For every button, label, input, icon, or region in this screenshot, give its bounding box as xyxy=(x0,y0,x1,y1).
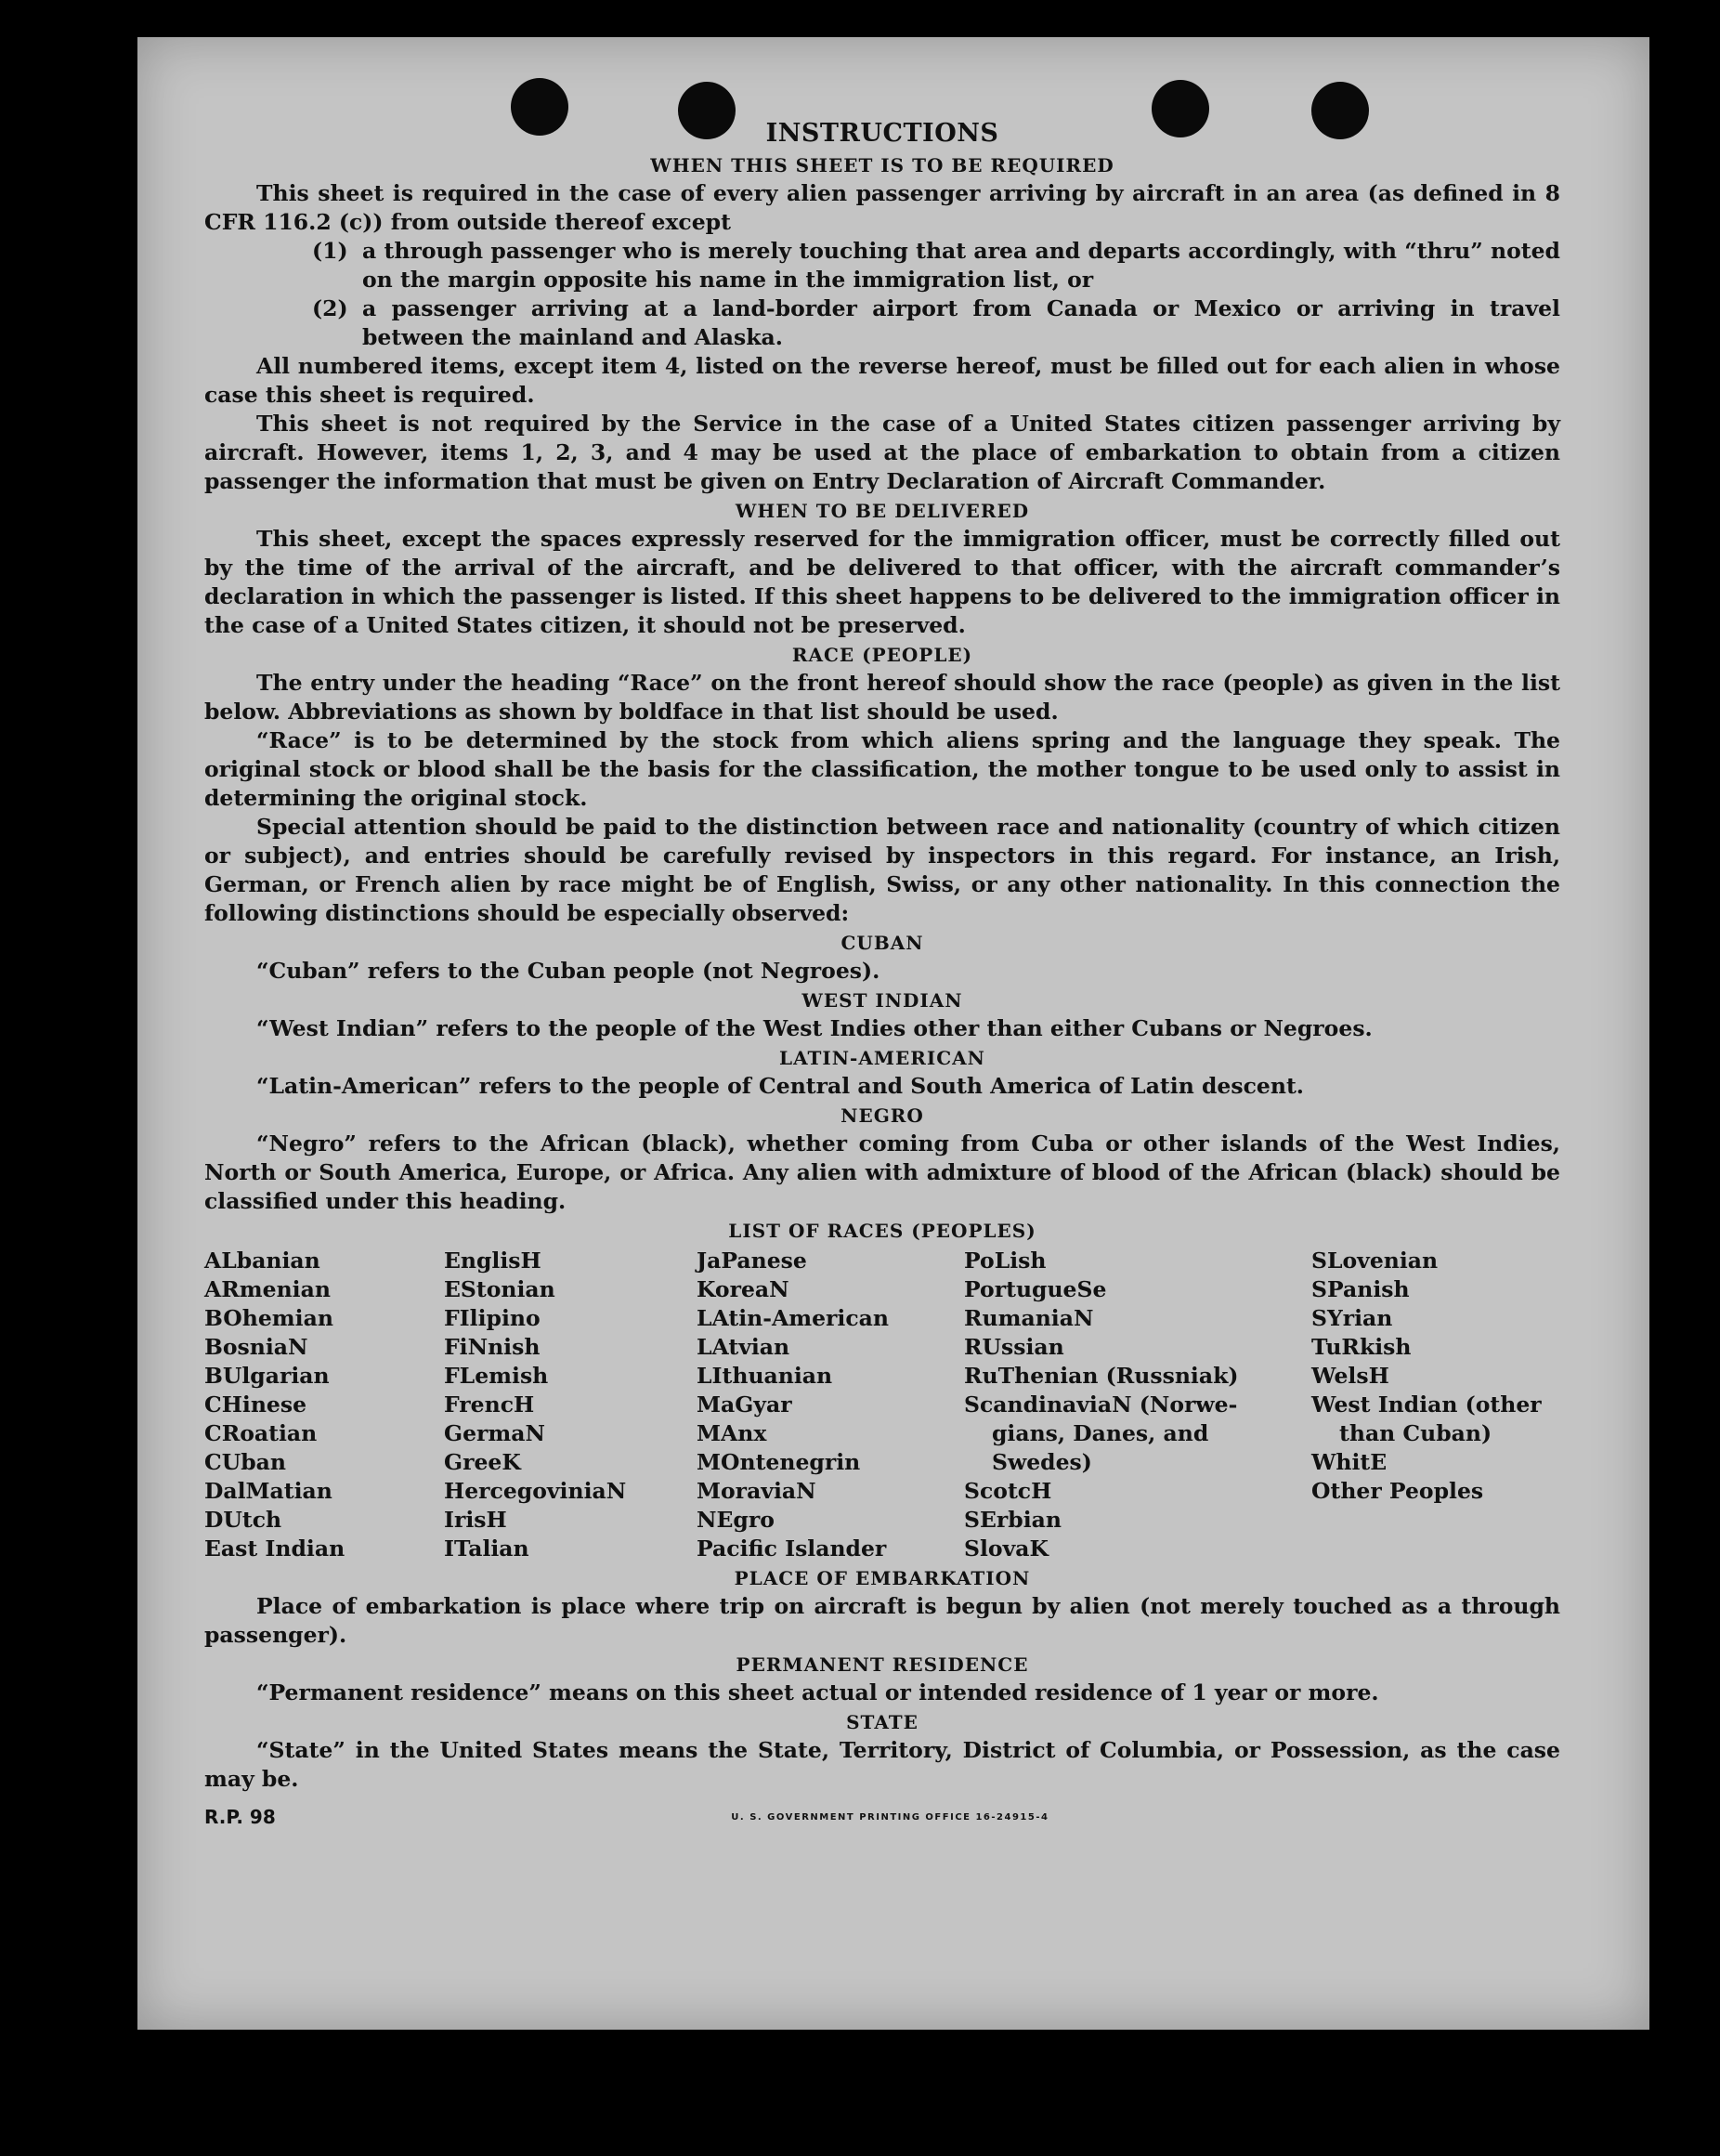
race-entry: BOhemian xyxy=(204,1305,333,1331)
page-footer xyxy=(204,1803,1560,1832)
race-entry: than Cuban) xyxy=(1339,1420,1492,1446)
race-entry: BUlgarian xyxy=(204,1363,330,1389)
race-entry: EnglisH xyxy=(444,1248,541,1274)
race-entry: FiNnish xyxy=(444,1334,541,1360)
section-heading: CUBAN xyxy=(840,932,924,954)
race-entry: RUssian xyxy=(964,1334,1064,1360)
race-entry: FrencH xyxy=(444,1392,535,1418)
race-column xyxy=(444,1247,697,1563)
item-number: (2) xyxy=(312,295,348,321)
race-entry: MaGyar xyxy=(697,1392,792,1418)
definition: “Cuban” refers to the Cuban people (not Negroes). xyxy=(256,958,880,984)
race-entry: Pacific Islander xyxy=(697,1535,887,1561)
item-number: (1) xyxy=(312,238,348,264)
section-heading: NEGRO xyxy=(840,1104,924,1127)
section-heading: PERMANENT RESIDENCE xyxy=(736,1653,1029,1676)
race-entry: CHinese xyxy=(204,1392,307,1418)
race-entry: SErbian xyxy=(964,1507,1062,1533)
race-column xyxy=(964,1247,1311,1563)
item-text: a through passenger who is merely touching that area and departs accordingly, with “thru” noted on the margin opposite his name in the immigration list, or xyxy=(362,238,1560,293)
race-entry: DalMatian xyxy=(204,1478,332,1504)
section-heading: STATE xyxy=(846,1711,919,1733)
race-entry: KoreaN xyxy=(697,1276,789,1302)
printer-imprint: U. S. GOVERNMENT PRINTING OFFICE 16-24915-4 xyxy=(731,1812,1049,1823)
definition: “Permanent residence” means on this sheet actual or intended residence of 1 year or more. xyxy=(256,1679,1379,1705)
section-heading: LIST OF RACES (PEOPLES) xyxy=(728,1220,1036,1242)
section-heading: WEST INDIAN xyxy=(801,989,963,1012)
race-entry: IrisH xyxy=(444,1507,507,1533)
race-entry: MoraviaN xyxy=(697,1478,816,1504)
race-entry: BosniaN xyxy=(204,1334,308,1360)
race-entry: SlovaK xyxy=(964,1535,1049,1561)
race-entry: RumaniaN xyxy=(964,1305,1094,1331)
definition: “Latin-American” refers to the people of Central and South America of Latin descent. xyxy=(256,1073,1304,1099)
paragraph: This sheet is not required by the Service in the case of a United States citizen passenger arriving by aircraft. However, items 1, 2, 3, and 4 may be used at the place of embarkation to obtain from a citizen passenger the information that must be given on Entry Declaration of Aircraft Commander. xyxy=(204,411,1560,494)
paragraph: This sheet is required in the case of every alien passenger arriving by aircraft in an area (as defined in 8 CFR 116.2 (c)) from outside thereof except xyxy=(204,180,1560,235)
paragraph: All numbered items, except item 4, listed on the reverse hereof, must be filled out for each alien in whose case this sheet is required. xyxy=(204,353,1560,408)
race-entry: ScotcH xyxy=(964,1478,1052,1504)
race-entry: TuRkish xyxy=(1311,1334,1412,1360)
race-entry: ALbanian xyxy=(204,1248,320,1274)
race-entry: MAnx xyxy=(697,1420,767,1446)
race-entry: LAtvian xyxy=(697,1334,790,1360)
section-heading: WHEN THIS SHEET IS TO BE REQUIRED xyxy=(650,154,1114,176)
definition: “West Indian” refers to the people of the West Indies other than either Cubans or Negroes. xyxy=(256,1015,1373,1041)
race-entry: East Indian xyxy=(204,1535,345,1561)
race-column xyxy=(697,1247,964,1563)
race-entry: ITalian xyxy=(444,1535,529,1561)
form-number: R.P. 98 xyxy=(204,1806,276,1828)
paragraph: “Race” is to be determined by the stock from which aliens spring and the language they speak. The original stock or blood shall be the basis for the classification, the mother tongue to be used only to assist in determining the original stock. xyxy=(204,727,1560,811)
race-entry: FLemish xyxy=(444,1363,549,1389)
document-page xyxy=(137,37,1649,2030)
race-entry: Other Peoples xyxy=(1311,1478,1484,1504)
race-entry: Swedes) xyxy=(992,1449,1092,1475)
race-entry: SPanish xyxy=(1311,1276,1410,1302)
section-heading: LATIN-AMERICAN xyxy=(779,1047,985,1069)
race-entry: CUban xyxy=(204,1449,286,1475)
race-entry: GermaN xyxy=(444,1420,545,1446)
race-entry: ScandinaviaN (Norwe- xyxy=(964,1392,1238,1418)
race-entry: HercegoviniaN xyxy=(444,1478,627,1504)
section-heading: WHEN TO BE DELIVERED xyxy=(735,500,1030,522)
race-entry: GreeK xyxy=(444,1449,521,1475)
race-entry: MOntenegrin xyxy=(697,1449,861,1475)
race-entry: EStonian xyxy=(444,1276,555,1302)
race-entry: WhitE xyxy=(1311,1449,1388,1475)
definition: “State” in the United States means the State, Territory, District of Columbia, or Possession, as the case may be. xyxy=(204,1737,1560,1792)
race-entry: NEgro xyxy=(697,1507,775,1533)
race-entry: DUtch xyxy=(204,1507,282,1533)
race-entry: ARmenian xyxy=(204,1276,331,1302)
race-entry: LAtin-American xyxy=(697,1305,889,1331)
race-entry: SYrian xyxy=(1311,1305,1393,1331)
definition: “Negro” refers to the African (black), whether coming from Cuba or other islands of the West Indies, North or South America, Europe, or Africa. Any alien with admixture of blood of the African (black) should be classified under this heading. xyxy=(204,1130,1560,1214)
race-entry: WelsH xyxy=(1311,1363,1389,1389)
list-item xyxy=(312,294,1560,352)
race-entry: FIlipino xyxy=(444,1305,541,1331)
item-text: a passenger arriving at a land-border airport from Canada or Mexico or arriving in travel between the mainland and Alaska. xyxy=(362,295,1560,350)
section-heading: PLACE OF EMBARKATION xyxy=(734,1567,1031,1589)
race-entry: JaPanese xyxy=(697,1248,807,1274)
race-column xyxy=(204,1247,444,1563)
race-entry: RuThenian (Russniak) xyxy=(964,1363,1239,1389)
race-entry: gians, Danes, and xyxy=(992,1420,1209,1446)
paragraph: The entry under the heading “Race” on the front hereof should show the race (people) as given in the list below. Abbreviations as shown by boldface in that list should be used. xyxy=(204,670,1560,725)
race-entry: PortugueSe xyxy=(964,1276,1107,1302)
section-heading: RACE (PEOPLE) xyxy=(791,644,973,666)
document-content xyxy=(204,117,1560,1832)
race-entry: CRoatian xyxy=(204,1420,318,1446)
race-entry: PoLish xyxy=(964,1248,1047,1274)
paragraph: Special attention should be paid to the distinction between race and nationality (country of which citizen or subject), and entries should be carefully revised by inspectors in this regard. For instance, an Irish, German, or French alien by race might be of English, Swiss, or any other nationality. In this connection the following distinctions should be especially observed: xyxy=(204,814,1560,926)
paragraph: This sheet, except the spaces expressly reserved for the immigration officer, must be correctly filled out by the time of the arrival of the aircraft, and be delivered to that officer, with the aircraft commander’s declaration in which the passenger is listed. If this sheet happens to be delivered to the immigration officer in the case of a United States citizen, it should not be preserved. xyxy=(204,526,1560,638)
list-item xyxy=(312,237,1560,294)
page-title: INSTRUCTIONS xyxy=(765,119,999,148)
race-entry: West Indian (other xyxy=(1311,1392,1542,1418)
race-column xyxy=(1311,1247,1560,1563)
race-entry: SLovenian xyxy=(1311,1248,1439,1274)
race-entry: LIthuanian xyxy=(697,1363,833,1389)
definition: Place of embarkation is place where trip on aircraft is begun by alien (not merely touched as a through passenger). xyxy=(204,1593,1560,1648)
race-list xyxy=(204,1247,1560,1563)
